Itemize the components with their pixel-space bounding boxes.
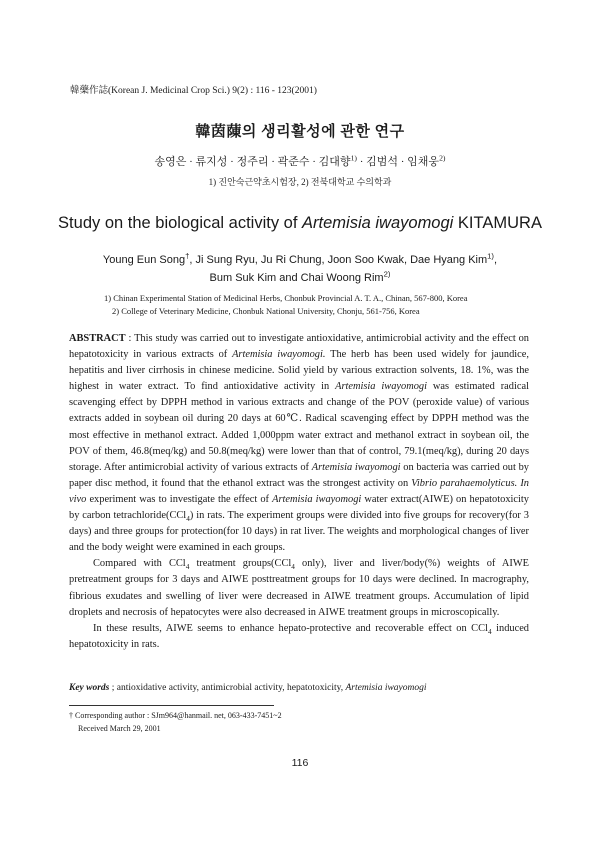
affiliation-english-2: 2) College of Veterinary Medicine, Chonbuk National University, Chonju, 561-756, Korea xyxy=(112,306,420,316)
keywords: Key words ; antioxidative activity, antimicrobial activity, hepatotoxicity, Artemisia iwayomogi xyxy=(69,683,427,693)
footnote-received-date: Received March 29, 2001 xyxy=(78,724,161,733)
journal-header: 韓藥作誌(Korean J. Medicinal Crop Sci.) 9(2) : 116 - 123(2001) xyxy=(70,86,317,96)
page-number: 116 xyxy=(291,757,309,769)
abstract-label: ABSTRACT xyxy=(69,333,126,344)
abstract xyxy=(69,331,529,653)
authors-korean: 송영은 · 류지성 · 정주리 · 곽준수 · 김대향$^{1)}$ · 김범석 · 임채웅$^{2)}$ xyxy=(154,153,446,168)
abstract-paragraph-3: In these results, AIWE seems to enhance hepato-protective and recoverable effect on CCl$_4$ induced hepatotoxicity in rats. xyxy=(69,622,530,650)
abstract-paragraph-2: Compared with CCl$_4$ treatment groups(CCl$_4$ only), liver and liver/body(%) weights of AIWE pretreatment groups for 3 days and AIWE posttreatment groups for 10 days were declined. In macrography, fibrious exudates and swelling of liver were decreased in AIWE treatment groups. Accumulation of lipid droplets and necrosis of hepatocytes were also decreased in AIWE treatment groups in microscopically. xyxy=(69,558,529,618)
affiliation-english-1: 1) Chinan Experimental Station of Medicinal Herbs, Chonbuk Provincial A. T. A., Chinan, 567-800, Korea xyxy=(104,293,468,303)
authors-english-line-2: Bum Suk Kim and Chai Woong Rim$^{2)}$ xyxy=(209,269,391,284)
title-korean: 韓茵蔯의 생리활성에 관한 연구 xyxy=(195,124,405,140)
footnote-divider xyxy=(69,705,274,706)
authors-english-line-1: Young Eun Song†, Ji Sung Ryu, Ju Ri Chung, Joon Soo Kwak, Dae Hyang Kim$^{1)}$, xyxy=(102,251,498,266)
footnote-corresponding-author: † Corresponding author : SJm964@hanmail. net, 063-433-7451~2 xyxy=(69,711,282,720)
title-english: Study on the biological activity of Artemisia iwayomogi KITAMURA xyxy=(58,214,542,232)
abstract-paragraph-1: ABSTRACT : This study was carried out to investigate antioxidative, antimicrobial activity and the effect on hepatotoxicity in various extracts of Artemisia iwayomogi. The herb has been used widely for jaundice, hepatitis and liver cirrhosis in chinese medicine. Solid yield by various extraction solvents, 18. 1%, was the highest in water extract. To find antioxidative activity in Artemisia iwayomogi was estimated radical scavenging effect by DPPH method in various extracts and change of the POV (peroxide value) of various extracts added in soybean oil during 20 days at 60℃. Radical scavenging effect by DPPH method was the most effective in methanol extract. Added 1,000ppm water extract and methanol extract in soybean oil, the POV of them, 46.8(meq/kg) and 50.8(meq/kg) were lower than that of control, 79.1(meq/kg), during 20 days storage. After antimicrobial activity of various extracts of Artemisia iwayomogi on bacteria was carried out by paper disc method, it found that the ethanol extract was the strongest activity on Vibrio parahaemolyticus. In vivo experiment was to investigate the effect of Artemisia iwayomogi water extract(AIWE) on hepatotoxicity by carbon tetrachloride(CCl$_4$) in rats. The experiment groups were divided into five groups for recovery(for 3 days) and three groups for protection(for 10 days) in rat liver. The weights and morphological changes of liver and the body weight were examined in each groups. xyxy=(69,333,530,554)
affiliation-korean: 1) 진안숙근약초시험장, 2) 전북대학교 수의학과 xyxy=(208,177,392,187)
